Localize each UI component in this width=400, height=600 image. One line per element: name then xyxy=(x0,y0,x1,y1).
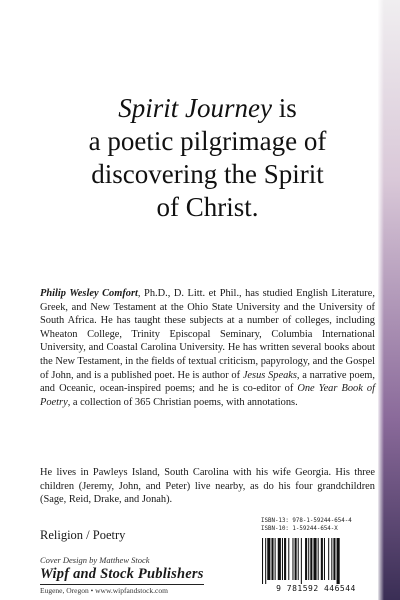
barcode-bar xyxy=(310,538,312,580)
barcode-bar xyxy=(333,538,335,580)
bio-text-1: , Ph.D., D. Litt. et Phil., has studied English Literature, Greek, and New Testament at the Ohio State University and the University of South Africa. He has taught these subjects at a number of colleges, including Wheaton College, Trinity Episcopal Seminary, Columbia International University, and Coastal Carolina University. He has written several books about the New Testament, in the fields of textual criticism, papyrology, and the Gospel of John, and is a published poet. He is author of xyxy=(40,288,375,381)
tagline xyxy=(40,92,375,224)
tagline-line3: discovering the Spirit xyxy=(91,159,324,189)
barcode-bar xyxy=(275,538,276,580)
barcode-bar xyxy=(262,538,263,584)
publisher-address: Eugene, Oregon • www.wipfandstock.com xyxy=(40,586,168,595)
book-one-year-poetry: One Year Book of Poetry xyxy=(40,383,375,408)
barcode-bar xyxy=(321,538,323,580)
barcode xyxy=(256,538,376,588)
barcode-bar xyxy=(305,538,307,580)
barcode-bar xyxy=(308,538,309,580)
cover-edge-strip xyxy=(378,0,400,600)
barcode-bar xyxy=(298,538,299,580)
barcode-bar xyxy=(265,538,266,584)
tagline-line1: is xyxy=(271,93,297,123)
publisher-name: Wipf and Stock Publishers xyxy=(40,566,204,585)
barcode-bar xyxy=(271,538,273,580)
barcode-bar xyxy=(282,538,283,580)
author-family: He lives in Pawleys Island, South Carolina with his wife Georgia. His three children (Jeremy, John, and Peter) live nearby, as do his four grandchildren (Sage, Reid, Drake, and Jonah). xyxy=(40,467,375,506)
barcode-bar xyxy=(278,538,281,580)
barcode-bar xyxy=(288,538,289,580)
barcode-bar xyxy=(284,538,286,580)
book-title: Spirit Journey xyxy=(118,93,272,123)
barcode-bars xyxy=(256,538,376,584)
book-jesus-speaks: Jesus Speaks xyxy=(242,369,297,381)
author-name: Philip Wesley Comfort xyxy=(40,288,138,299)
barcode-bar xyxy=(337,538,340,584)
barcode-bar xyxy=(324,538,325,580)
cover-design-credit: Cover Design by Matthew Stock xyxy=(40,555,150,565)
tagline-line4: of Christ. xyxy=(156,192,259,222)
barcode-bar xyxy=(313,538,316,580)
barcode-bar xyxy=(301,538,302,584)
barcode-number: 9 781592 446544 xyxy=(276,584,356,593)
bio-text-2: , a narrative poem, and Oceanic, ocean-inspired poems; and he is co-editor of xyxy=(40,369,375,395)
barcode-bar xyxy=(295,538,297,580)
bio-text-3: , a collection of 365 Christian poems, with annotations. xyxy=(67,396,298,408)
isbn-10: ISBN-10: 1-59244-654-X xyxy=(261,526,338,532)
barcode-bar xyxy=(292,538,293,580)
category-label: Religion / Poetry xyxy=(40,528,126,542)
barcode-bar xyxy=(318,538,319,580)
author-bio xyxy=(40,287,375,409)
isbn-13: ISBN-13: 978-1-59244-654-4 xyxy=(261,518,352,524)
isbn-block xyxy=(261,517,379,533)
barcode-bar xyxy=(331,538,332,580)
barcode-bar xyxy=(328,538,329,580)
barcode-bar xyxy=(267,538,270,580)
tagline-line2: a poetic pilgrimage of xyxy=(88,126,327,156)
